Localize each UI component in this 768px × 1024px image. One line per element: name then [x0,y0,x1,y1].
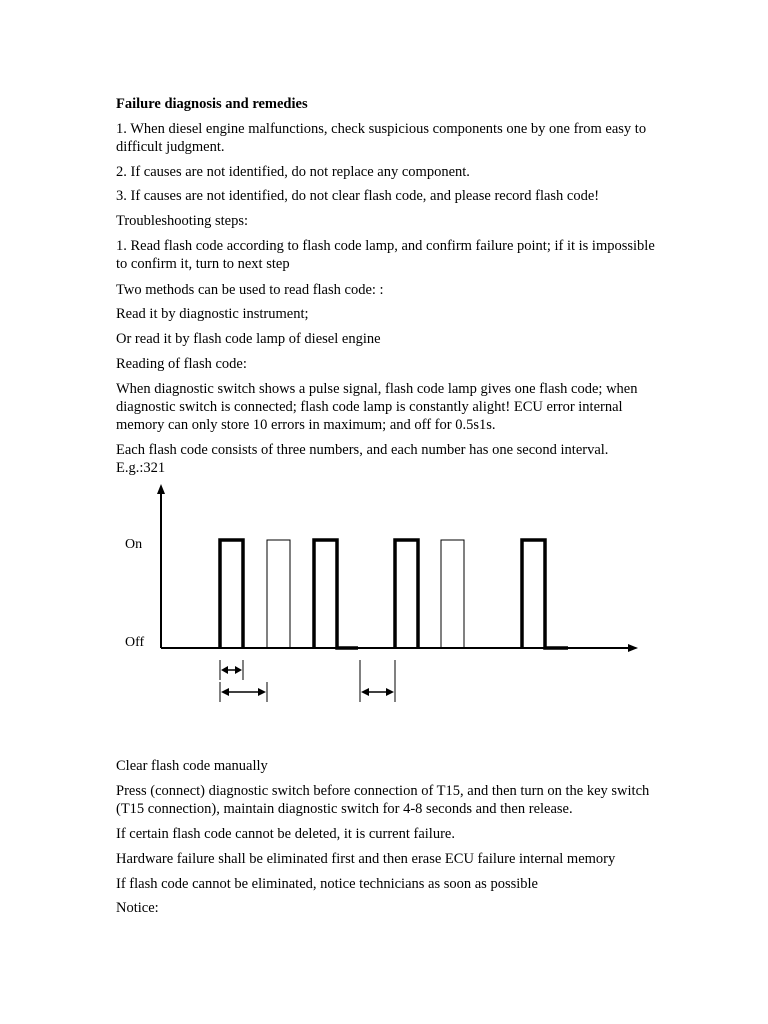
dimension-pulse-period [220,682,267,702]
paragraph-two-methods: Two methods can be used to read flash code: : [116,282,384,298]
label-on: On [125,537,143,552]
pulse [522,540,568,648]
x-axis-arrowhead [628,644,638,652]
pulse [267,540,290,648]
paragraph-troubleshooting: Troubleshooting steps: [116,213,248,229]
paragraph-3: 3. If causes are not identified, do not clear flash code, and please record flash code! [116,188,600,204]
pulse [220,540,243,648]
paragraph-hardware-failure: Hardware failure shall be eliminated first and then erase ECU failure internal memory [116,851,616,867]
paragraph-instrument: Read it by diagnostic instrument; [116,306,309,322]
paragraph-reading: Reading of flash code: [116,356,247,372]
y-axis-arrowhead [157,484,165,494]
paragraph-2: 2. If causes are not identified, do not replace any component. [116,164,470,180]
paragraph-clear-manually: Clear flash code manually [116,758,268,774]
dimension-digit-interval [360,660,395,702]
paragraph-each-code: Each flash code consists of three numbers, and each number has one second interval. E.g.:321 [116,442,609,476]
paragraph-lamp: Or read it by flash code lamp of diesel engine [116,331,381,347]
paragraph-notice: Notice: [116,900,159,916]
paragraph-current-failure: If certain flash code cannot be deleted, it is current failure. [116,826,455,842]
paragraph-1: 1. When diesel engine malfunctions, check suspicious components one by one from easy to difficult judgment. [116,121,647,155]
pulse [441,540,464,648]
document-heading: Failure diagnosis and remedies [116,96,308,112]
paragraph-notice-technicians: If flash code cannot be eliminated, notice technicians as soon as possible [116,876,538,892]
paragraph-press-switch: Press (connect) diagnostic switch before connection of T15, and then turn on the key switch (T15 connection), maintain diagnostic switch for 4-8 seconds and then release. [116,783,650,817]
pulse [314,540,358,648]
label-off: Off [125,635,145,650]
paragraph-pulse: When diagnostic switch shows a pulse signal, flash code lamp gives one flash code; when diagnostic switch is connected; flash code lamp is constantly alight! ECU error internal memory can only store 10 errors in maximum; and off for 0.5s1s. [116,381,638,433]
paragraph-step-1: 1. Read flash code according to flash code lamp, and confirm failure point; if it is impossible to confirm it, turn to next step [116,238,655,272]
pulse [395,540,418,648]
dimension-short-pulse [220,660,243,680]
